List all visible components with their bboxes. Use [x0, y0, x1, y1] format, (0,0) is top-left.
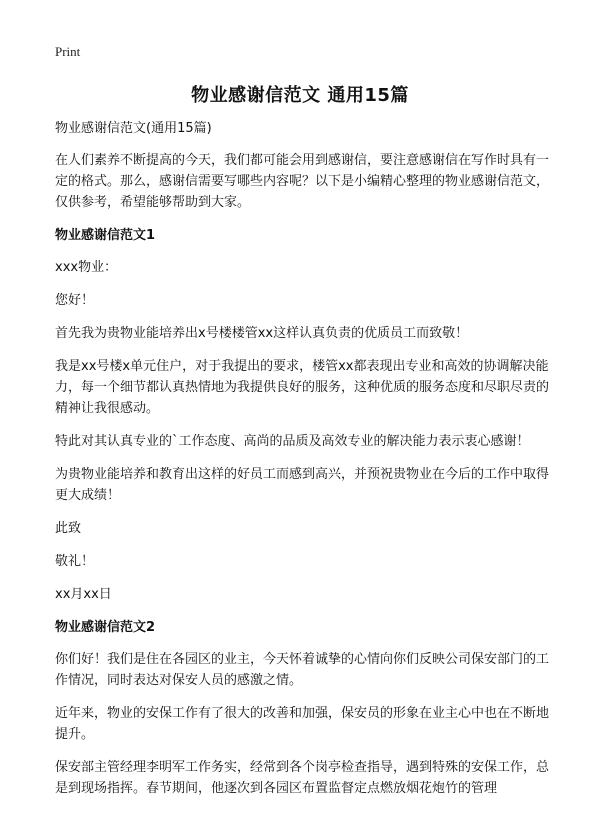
section-heading: 物业感谢信范文1: [55, 228, 156, 243]
paragraph: 首先我为贵物业能培养出x号楼楼管xx这样认真负责的优质员工而致敬！: [55, 326, 469, 341]
paragraph: 你们好！我们是住在各园区的业主，今天怀着诚挚的心情向你们反映公司保安部门的工作情况，同时表达对保安人员的感激之情。: [55, 652, 550, 688]
intro-paragraph: 在人们素养不断提高的今天，我们都可能会用到感谢信，要注意感谢信在写作时具有一定的格式。那么，感谢信需要写哪些内容呢？以下是小编精心整理的物业感谢信范文，仅供参考，希望能够帮助到大家。: [55, 153, 550, 210]
paragraph: 为贵物业能培养和教育出这样的好员工而感到高兴，并预祝贵物业在今后的工作中取得更大成绩！: [55, 467, 550, 503]
salutation: xxx物业：: [55, 260, 118, 275]
paragraph: 我是xx号楼x单元住户，对于我提出的要求，楼管xx都表现出专业和高效的协调解决能力，每一个细节都认真热情地为我提供良好的服务，这种优质的服务态度和尽职尽责的精神让我很感动。: [55, 359, 550, 416]
document-title: 物业感谢信范文 通用15篇: [191, 85, 409, 106]
paragraph: 近年来，物业的安保工作有了很大的改善和加强，保安员的形象在业主心中也在不断地提升。: [55, 706, 550, 742]
closing-salute: 敬礼！: [55, 554, 95, 569]
date-line: xx月xx日: [55, 587, 112, 602]
document-subtitle: 物业感谢信范文(通用15篇): [55, 121, 212, 136]
greeting: 您好！: [55, 293, 95, 308]
closing: 此致: [55, 521, 82, 536]
section-heading: 物业感谢信范文2: [55, 620, 156, 635]
paragraph: 保安部主管经理李明军工作务实，经常到各个岗亭检查指导，遇到特殊的安保工作，总是到现场指挥。春节期间，他逐次到各园区布置监督定点燃放烟花炮竹的管理: [55, 760, 550, 796]
paragraph: 特此对其认真专业的`工作态度、高尚的品质及高效专业的解决能力表示衷心感谢！: [55, 434, 530, 449]
document-body: [55, 118, 550, 811]
print-link[interactable]: Print: [55, 44, 81, 59]
